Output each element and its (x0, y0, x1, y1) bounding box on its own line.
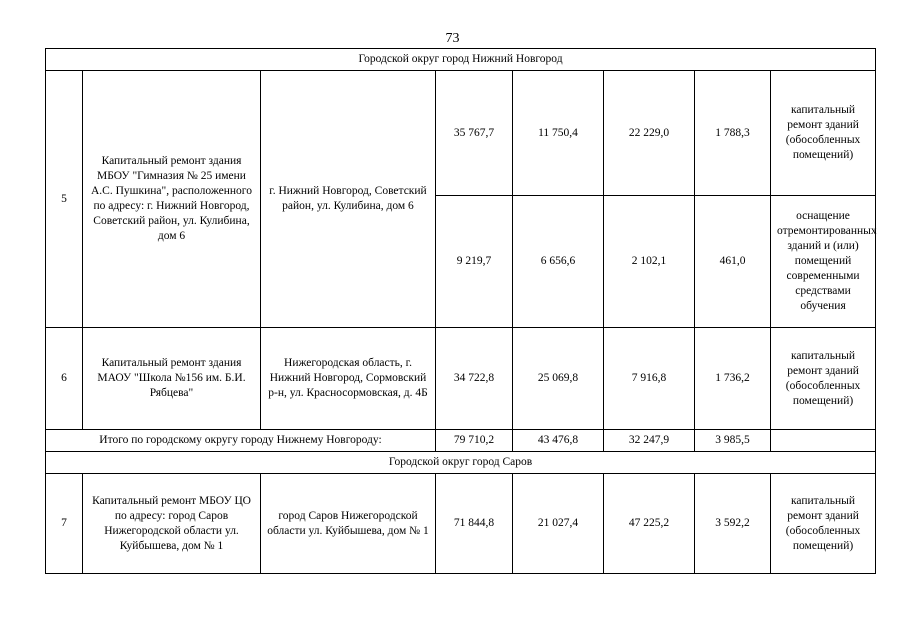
table-row (46, 474, 876, 574)
object-address: город Саров Нижегородской области ул. Куйбышева, дом № 1 (261, 474, 436, 574)
subtotal-col-4: 3 985,5 (695, 430, 771, 452)
amount-col-3: 47 225,2 (604, 474, 695, 574)
amount-col-2: 21 027,4 (513, 474, 604, 574)
amount-col-2: 11 750,4 (513, 71, 604, 196)
subtotal-col-3: 32 247,9 (604, 430, 695, 452)
total-amount: 34 722,8 (436, 328, 513, 430)
total-amount: 35 767,7 (436, 71, 513, 196)
object-name: Капитальный ремонт здания МБОУ "Гимназия № 25 имени А.С. Пушкина", расположенного по адресу: г. Нижний Новгород, Советский район, ул. Кулибина, дом 6 (83, 71, 261, 328)
amount-col-3: 7 916,8 (604, 328, 695, 430)
purpose: капитальный ремонт зданий (обособленных помещений) (771, 474, 876, 574)
amount-col-2: 25 069,8 (513, 328, 604, 430)
amount-col-3: 2 102,1 (604, 196, 695, 328)
amount-col-3: 22 229,0 (604, 71, 695, 196)
budget-table (45, 48, 876, 574)
row-number: 6 (46, 328, 83, 430)
section-title: Городской округ город Саров (46, 452, 876, 474)
amount-col-4: 461,0 (695, 196, 771, 328)
purpose: капитальный ремонт зданий (обособленных помещений) (771, 71, 876, 196)
row-number: 7 (46, 474, 83, 574)
amount-col-4: 1 736,2 (695, 328, 771, 430)
amount-col-2: 6 656,6 (513, 196, 604, 328)
subtotal-purpose-empty (771, 430, 876, 452)
subtotal-label: Итого по городскому округу городу Нижнему Новгороду: (46, 430, 436, 452)
page-number: 73 (445, 31, 460, 46)
section-header-row (46, 49, 876, 71)
purpose: капитальный ремонт зданий (обособленных помещений) (771, 328, 876, 430)
purpose: оснащение отремонтированных зданий и (или) помещений современными средствами обучения (771, 196, 876, 328)
total-amount: 71 844,8 (436, 474, 513, 574)
amount-col-4: 1 788,3 (695, 71, 771, 196)
object-address: Нижегородская область, г. Нижний Новгород, Сормовский р-н, ул. Красносормовская, д. 4Б (261, 328, 436, 430)
subtotal-row (46, 430, 876, 452)
table-row (46, 71, 876, 196)
table-row (46, 328, 876, 430)
section-title: Городской округ город Нижний Новгород (46, 49, 876, 71)
total-amount: 9 219,7 (436, 196, 513, 328)
object-name: Капитальный ремонт здания МАОУ "Школа №156 им. Б.И. Рябцева" (83, 328, 261, 430)
subtotal-col-2: 43 476,8 (513, 430, 604, 452)
section-header-row (46, 452, 876, 474)
object-address: г. Нижний Новгород, Советский район, ул. Кулибина, дом 6 (261, 71, 436, 328)
subtotal-total: 79 710,2 (436, 430, 513, 452)
object-name: Капитальный ремонт МБОУ ЦО по адресу: город Саров Нижегородской области ул. Куйбышева, дом № 1 (83, 474, 261, 574)
amount-col-4: 3 592,2 (695, 474, 771, 574)
row-number: 5 (46, 71, 83, 328)
